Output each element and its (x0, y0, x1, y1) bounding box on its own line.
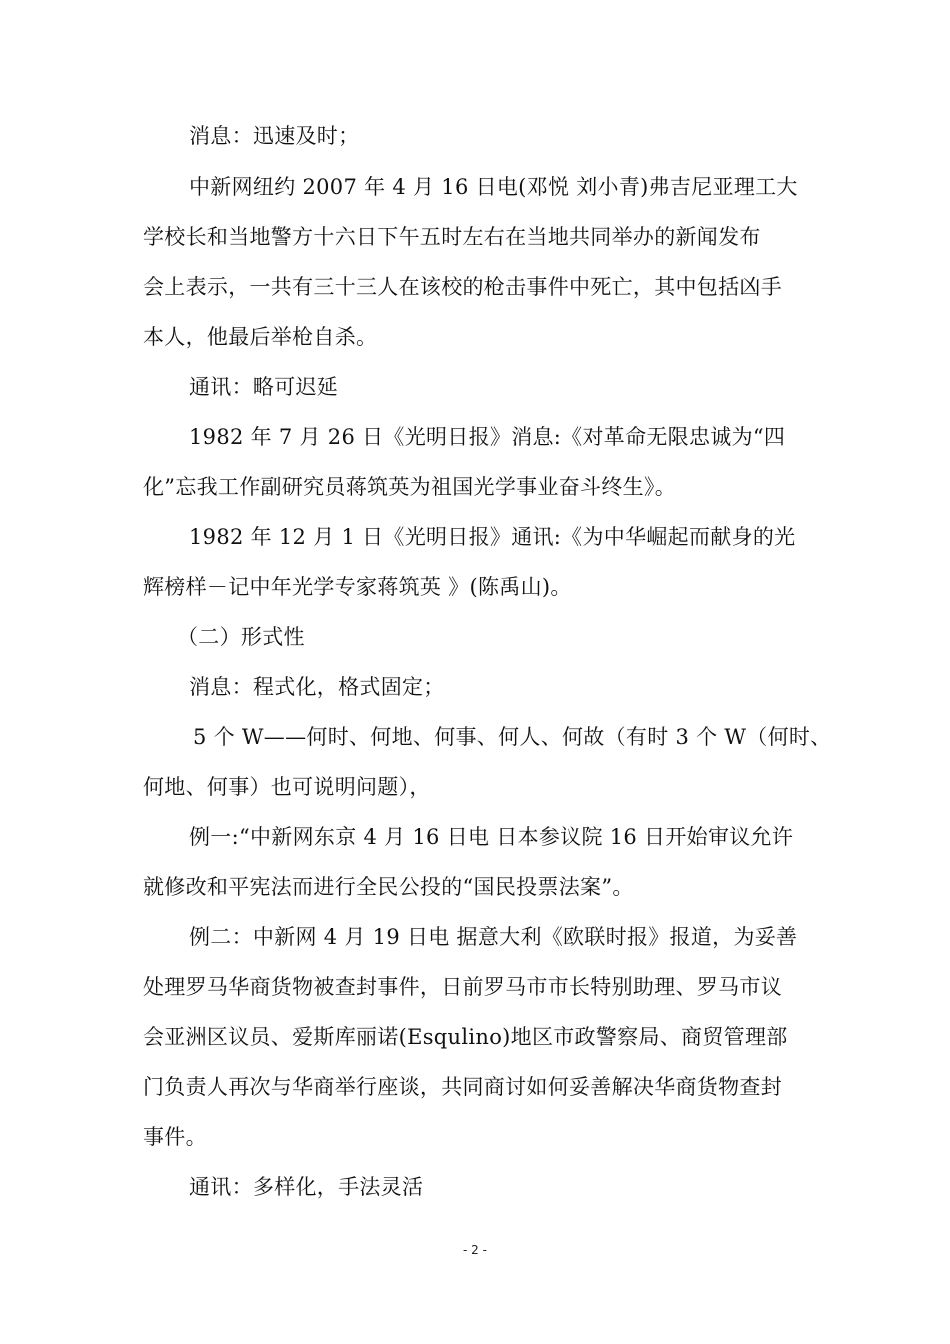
text-line: 何地、何事）也可说明问题）， (143, 775, 431, 799)
section-heading: （二）形式性 (177, 625, 305, 649)
text-line: 1982 年 7 月 26 日《光明日报》消息:《对革命无限忠诚为“四 (189, 425, 786, 449)
text-line: 通讯：略可迟延 (189, 375, 339, 399)
text-line: 会上表示，一共有三十三人在该校的枪击事件中死亡，其中包括凶手 (143, 275, 782, 299)
text-line: 例二：中新网 4 月 19 日电 据意大利《欧联时报》报道，为妥善 (189, 925, 798, 949)
text-line: 门负责人再次与华商举行座谈，共同商讨如何妥善解决华商货物查封 (143, 1075, 782, 1099)
page-number: - 2 - (463, 1243, 487, 1257)
text-line: 5 个 W——何时、何地、何事、何人、何故（有时 3 个 W（何时、 (193, 725, 832, 749)
text-line: 会亚洲区议员、爱斯库丽诺(Esqulino)地区市政警察局、商贸管理部 (143, 1025, 788, 1049)
text-line: 中新网纽约 2007 年 4 月 16 日电(邓悦 刘小青)弗吉尼亚理工大 (189, 175, 798, 199)
text-line: 处理罗马华商货物被查封事件，日前罗马市市长特别助理、罗马市议 (143, 975, 782, 999)
text-line: 辉榜样－记中年光学专家蒋筑英 》(陈禹山)。 (143, 575, 572, 599)
text-line: 就修改和平宪法而进行全民公投的“国民投票法案”。 (143, 875, 634, 899)
text-line: 消息：迅速及时； (189, 124, 360, 148)
text-line: 1982 年 12 月 1 日《光明日报》通讯:《为中华崛起而献身的光 (189, 525, 796, 549)
text-line: 消息：程式化，格式固定； (189, 675, 445, 699)
text-line: 本人，他最后举枪自杀。 (143, 325, 378, 349)
text-line: 例一:“中新网东京 4 月 16 日电 日本参议院 16 日开始审议允许 (189, 825, 794, 849)
text-line: 化”忘我工作副研究员蒋筑英为祖国光学事业奋斗终生》。 (143, 475, 677, 499)
text-line: 事件。 (143, 1125, 207, 1149)
text-line: 通讯：多样化，手法灵活 (189, 1175, 424, 1199)
text-line: 学校长和当地警方十六日下午五时左右在当地共同举办的新闻发布 (143, 225, 761, 249)
